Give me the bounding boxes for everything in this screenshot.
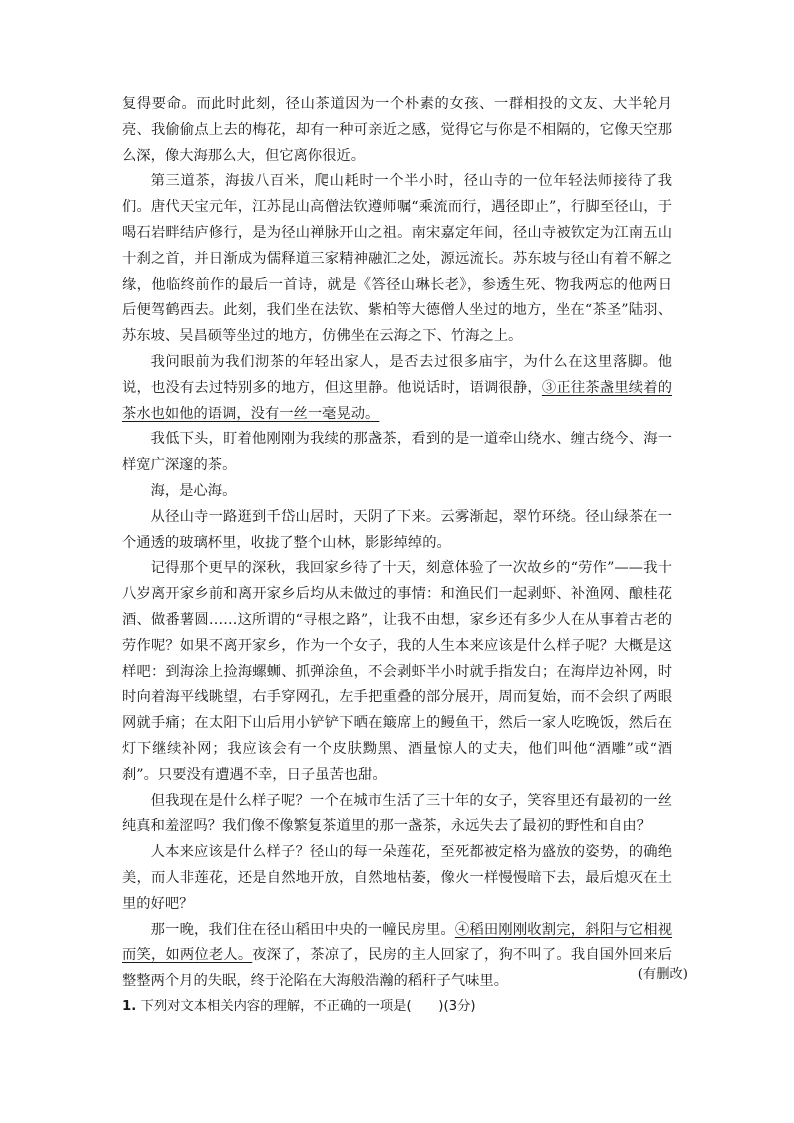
paragraph-7 bbox=[122, 556, 672, 788]
text-run: 我低下头，盯着他刚刚为我续的那盏茶，看到的是一道牵山绕水、缠古绕今、海一样宽广深邃的茶。 bbox=[122, 431, 672, 474]
text-run: 那一晚，我们住在径山稻田中央的一幢民房里。 bbox=[150, 921, 455, 938]
text-run: 记得那个更早的深秋，我回家乡待了十天，刻意体验了一次故乡的“劳作”——我十八岁离开家乡前和离开家乡后均从未做过的事情：和渔民们一起剥虾、补渔网、酿桂花酒、做番薯圆……这所谓的“寻根之路”，让我不由想，家乡还有多少人在从事着古老的劳作呢？如果不离开家乡，作为一个女子，我的人生本来应该是什么样子呢？大概是这样吧：到海涂上捡海螺蛳、抓弹涂鱼，不会剥虾半小时就手指发白；在海岸边补网，时时向着海平线眺望，右手穿网孔，左手把重叠的部分展开，周而复始，而不会织了两眼网就手痛；在太阳下山后用小铲铲下晒在簸席上的鳗鱼干，然后一家人吃晚饭，然后在灯下继续补网；我应该会有一个皮肤黝黑、酒量惊人的丈夫，他们叫他“酒雕”或“酒刹”。只要没有遭遇不幸，日子虽苦也甜。 bbox=[122, 560, 672, 783]
paragraph-1 bbox=[122, 92, 672, 169]
paragraph-8 bbox=[122, 789, 672, 841]
text-run: 复得要命。而此时此刻，径山茶道因为一个朴素的女孩、一群相投的文友、大半轮月亮、我偷偷点上去的梅花，却有一种可亲近之感，觉得它与你是不相隔的，它像天空那么深，像大海那么大，但它离你很近。 bbox=[122, 96, 672, 164]
text-run: 第三道茶，海拔八百米，爬山耗时一个半小时，径山寺的一位年轻法师接待了我们。唐代天宝元年，江苏昆山高僧法钦遵师嘱“乘流而行，遇径即止”，行脚至径山，于喝石岩畔结庐修行，是为径山禅脉开山之祖。南宋嘉定年间，径山寺被钦定为江南五山十刹之首，并日渐成为儒释道三家精神融汇之处，源远流长。苏东坡与径山有着不解之缘，他临终前作的最后一首诗，就是《答径山琳长老》，参透生死、物我两忘的他两日后便驾鹤西去。此刻，我们坐在法钦、紫柏等大德僧人坐过的地方，坐在“茶圣”陆羽、苏东坡、吴昌硕等坐过的地方，仿佛坐在云海之下、竹海之上。 bbox=[122, 173, 672, 345]
paragraph-4 bbox=[122, 427, 672, 479]
text-run: 从径山寺一路逛到千岱山居时，天阴了下来。云雾渐起，翠竹环绕。径山绿茶在一个通透的玻璃杯里，收拢了整个山林，影影绰绰的。 bbox=[122, 508, 672, 551]
text-run: 海，是心海。 bbox=[150, 482, 237, 499]
underlined-sentence: ③正往茶盏里续着的茶水也如他的语调，没有一丝一毫晃动。 bbox=[122, 379, 672, 422]
paragraph-5 bbox=[122, 479, 672, 505]
question-1 bbox=[122, 996, 688, 1018]
paragraph-6 bbox=[122, 505, 672, 557]
text-run: 夜深了，茶凉了，民房的主人回家了，狗不叫了。我自国外回来后整整两个月的失眠，终于沦陷在大海般浩瀚的稻秆子气味里。 bbox=[122, 947, 673, 990]
paragraph-2 bbox=[122, 169, 672, 350]
article-body bbox=[122, 92, 672, 995]
source-note: (有删改) bbox=[637, 967, 688, 982]
paragraph-3 bbox=[122, 350, 672, 427]
question-number: 1. bbox=[122, 999, 137, 1014]
text-run: 人本来应该是什么样子？径山的每一朵莲花，至死都被定格为盛放的姿势，的确绝美，而人非莲花，还是自然地开放，自然地枯萎，像火一样慢慢暗下去，最后熄灭在土里的好吧？ bbox=[122, 844, 672, 912]
paragraph-9 bbox=[122, 840, 672, 917]
text-run: 但我现在是什么样子呢？一个在城市生活了三十年的女子，笑容里还有最初的一丝纯真和羞涩吗？我们像不像繁复茶道里的那一盏茶，永远失去了最初的野性和自由？ bbox=[122, 792, 672, 835]
question-text: 下列对文本相关内容的理解，不正确的一项是( )(3分) bbox=[140, 999, 476, 1014]
underlined-sentence: ④稻田刚刚收割完，斜阳与它相视而笑，如两位老人。 bbox=[122, 921, 672, 964]
text-run: 我问眼前为我们沏茶的年轻出家人，是否去过很多庙宇，为什么在这里落脚。他说，也没有去过特别多的地方，但这里静。他说话时，语调很静， bbox=[122, 353, 672, 396]
